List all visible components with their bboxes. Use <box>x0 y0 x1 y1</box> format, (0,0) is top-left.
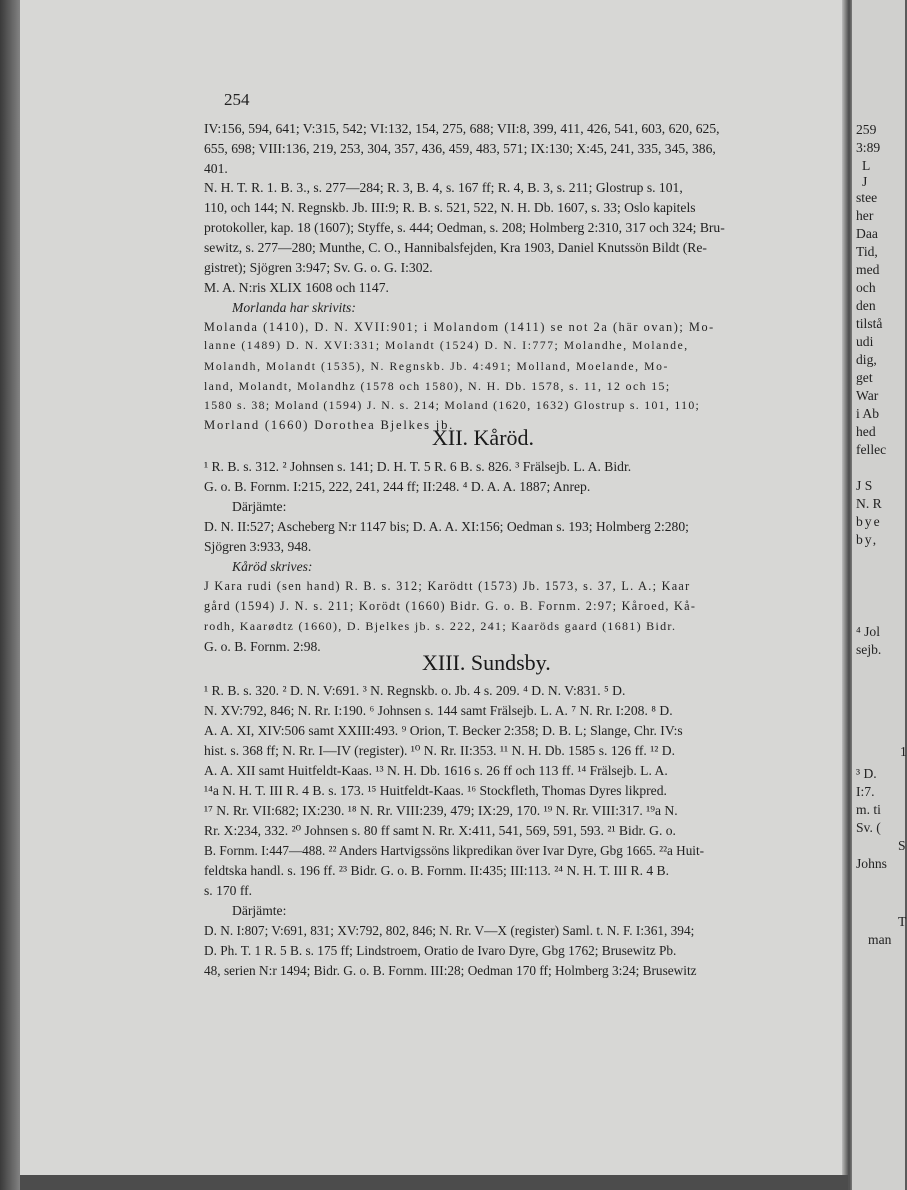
text-line: G. o. B. Fornm. 2:98. <box>204 639 321 654</box>
text-line: D. N. I:807; V:691, 831; XV:792, 802, 846; N. Rr. V—X (register) Saml. t. N. F. I:361, 394; <box>204 923 695 938</box>
footnote-line: A. A. XI, XIV:506 samt XXIII:493. ⁹ Orion, T. Becker 2:358; D. B. L; Slange, Chr. IV:s <box>204 723 683 738</box>
page-number: 254 <box>224 90 250 109</box>
text-line: IV:156, 594, 641; V:315, 542; VI:132, 154, 275, 688; VII:8, 399, 411, 426, 541, 603, 620, 625, <box>204 121 720 136</box>
fragment: ³ D. <box>856 766 877 781</box>
footnote-line: N. XV:792, 846; N. Rr. I:190. ⁶ Johnsen s. 144 samt Frälsejb. L. A. ⁷ N. Rr. I:208. ⁸ D. <box>204 703 673 718</box>
text-line: N. H. T. R. 1. B. 3., s. 277—284; R. 3, B. 4, s. 167 ff; R. 4, B. 3, s. 211; Glostrup s. 101, <box>204 180 683 195</box>
karod-skrives-heading: Kåröd skrives: <box>232 559 313 574</box>
fragment: den <box>856 298 876 313</box>
darjamte-label: Därjämte: <box>232 499 287 514</box>
text-line: rodh, Kaarødtz (1660), D. Bjelkes jb. s. 222, 241; Kaaröds gaard (1681) Bidr. <box>204 619 677 633</box>
fragment: ⁴ Jol <box>856 624 881 639</box>
fragment: get <box>856 370 873 385</box>
page-bottom-edge <box>20 1175 848 1190</box>
text-line: 1580 s. 38; Moland (1594) J. N. s. 214; Moland (1620, 1632) Glostrup s. 101, 110; <box>204 398 701 412</box>
fragment: sejb. <box>856 642 882 657</box>
fragment: dig, <box>856 352 877 367</box>
fragment: Tid, <box>856 244 878 259</box>
fragment: Daa <box>856 226 878 241</box>
text-line: Sjögren 3:933, 948. <box>204 539 312 554</box>
fragment: Sv. ( <box>856 820 881 835</box>
fragment: War <box>856 388 879 403</box>
footnote-line: A. A. XII samt Huitfeldt-Kaas. ¹³ N. H. Db. 1616 s. 26 ff och 113 ff. ¹⁴ Frälsejb. L. A. <box>204 763 668 778</box>
fragment: T <box>898 914 907 929</box>
fragment: N. R <box>856 496 882 511</box>
fragment: man <box>868 932 892 947</box>
text-line: M. A. N:ris XLIX 1608 och 1147. <box>204 280 389 295</box>
footnote-line: ¹⁷ N. Rr. VII:682; IX:230. ¹⁸ N. Rr. VIII:239, 479; IX:29, 170. ¹⁹ N. Rr. VIII:317. ¹⁹a N. <box>204 803 678 818</box>
fragment: bye <box>856 514 882 529</box>
footnote-line: feldtska handl. s. 196 ff. ²³ Bidr. G. o. B. Fornm. II:435; III:113. ²⁴ N. H. T. III R. 4 B. <box>204 863 670 878</box>
fragment: udi <box>856 334 874 349</box>
fragment: med <box>856 262 880 277</box>
next-page-edge <box>852 0 905 1190</box>
fragment: L <box>862 158 871 173</box>
text-line: gistret); Sjögren 3:947; Sv. G. o. G. I:302. <box>204 260 433 275</box>
fragment: 1 <box>900 744 907 759</box>
book-spine <box>0 0 22 1190</box>
morlanda-heading: Morlanda har skrivits: <box>232 300 356 315</box>
fragment: fellec <box>856 442 887 457</box>
text-line: lanne (1489) D. N. XVI:331; Molandt (1524) D. N. I:777; Molandhe, Molande, <box>204 340 689 352</box>
fragment: Johns <box>856 856 887 871</box>
text-line: 401. <box>204 161 228 176</box>
footnote-line: Rr. X:234, 332. ²⁰ Johnsen s. 80 ff samt N. Rr. X:411, 541, 569, 591, 593. ²¹ Bidr. G. o. <box>204 823 676 838</box>
footnote-line: B. Fornm. I:447—488. ²² Anders Hartvigssöns likpredikan över Ivar Dyre, Gbg 1665. ²²a Huit- <box>204 843 705 858</box>
footnote-line: hist. s. 368 ff; N. Rr. I—IV (register). ¹⁰ N. Rr. II:353. ¹¹ N. H. Db. 1585 s. 126 ff. ¹² D. <box>204 743 675 758</box>
text-line: 48, serien N:r 1494; Bidr. G. o. B. Fornm. III:28; Oedman 170 ff; Holmberg 3:24; Brusewitz <box>204 963 697 978</box>
text-line: protokoller, kap. 18 (1607); Styffe, s. 444; Oedman, s. 208; Holmberg 2:310, 317 och 324; Bru- <box>204 220 725 235</box>
fragment: I:7. <box>856 784 875 799</box>
footnote-line: ¹ R. B. s. 312. ² Johnsen s. 141; D. H. T. 5 R. 6 B. s. 826. ³ Frälsejb. L. A. Bidr. <box>204 459 632 474</box>
fragment: stee <box>856 190 878 205</box>
footnote-line: ¹ R. B. s. 320. ² D. N. V:691. ³ N. Regnskb. o. Jb. 4 s. 209. ⁴ D. N. V:831. ⁵ D. <box>204 683 626 698</box>
fragment: m. ti <box>856 802 881 817</box>
text-line: gård (1594) J. N. s. 211; Korödt (1660) Bidr. G. o. B. Fornm. 2:97; Kåroed, Kå- <box>204 599 697 613</box>
fragment: och <box>856 280 876 295</box>
fragment: her <box>856 208 874 223</box>
text-line: sewitz, s. 277—280; Munthe, C. O., Hannibalsfejden, Kra 1903, Daniel Knutssön Bildt (Re- <box>204 240 707 255</box>
fragment: S <box>898 838 906 853</box>
footnote-line: G. o. B. Fornm. I:215, 222, 241, 244 ff; II:248. ⁴ D. A. A. 1887; Anrep. <box>204 479 591 494</box>
text-line: 655, 698; VIII:136, 219, 253, 304, 357, 436, 459, 483, 571; IX:130; X:45, 241, 335, 345, 386, <box>204 141 716 156</box>
text-line: land, Molandt, Molandhz (1578 och 1580), N. H. Db. 1578, s. 11, 12 och 15; <box>204 379 671 393</box>
text-line: Molandh, Molandt (1535), N. Regnskb. Jb. 4:491; Molland, Moelande, Mo- <box>204 360 669 373</box>
fragment: hed <box>856 424 876 439</box>
section-title-karod: XII. Kåröd. <box>432 425 535 450</box>
section-title-sundsby: XIII. Sundsby. <box>422 650 551 675</box>
fragment: by, <box>856 532 879 547</box>
text-line: Molanda (1410), D. N. XVII:901; i Molandom (1411) se not 2a (här ovan); Mo- <box>204 320 715 334</box>
fragment: i Ab <box>856 406 880 421</box>
fragment: 259 <box>856 122 877 137</box>
fragment: J S <box>856 478 873 493</box>
text-line: D. Ph. T. 1 R. 5 B. s. 175 ff; Lindstroem, Oratio de Ivaro Dyre, Gbg 1762; Brusewitz Pb. <box>204 943 677 958</box>
fragment: tilstå <box>856 316 883 331</box>
text-line: D. N. II:527; Ascheberg N:r 1147 bis; D. A. A. XI:156; Oedman s. 193; Holmberg 2:280; <box>204 519 689 534</box>
text-line: Morland (1660) Dorothea Bjelkes jb. <box>204 418 455 432</box>
darjamte-label: Därjämte: <box>232 903 287 918</box>
text-line: J Kara rudi (sen hand) R. B. s. 312; Karödtt (1573) Jb. 1573, s. 37, L. A.; Kaar <box>204 579 691 593</box>
footnote-line: s. 170 ff. <box>204 883 253 898</box>
fragment: J <box>862 174 868 189</box>
footnote-line: ¹⁴a N. H. T. III R. 4 B. s. 173. ¹⁵ Huitfeldt-Kaas. ¹⁶ Stockfleth, Thomas Dyres likpred. <box>204 783 667 798</box>
text-line: 110, och 144; N. Regnskb. Jb. III:9; R. B. s. 521, 522, N. H. Db. 1607, s. 33; Oslo kapitels <box>204 200 696 215</box>
fragment: 3:89 <box>856 140 881 155</box>
